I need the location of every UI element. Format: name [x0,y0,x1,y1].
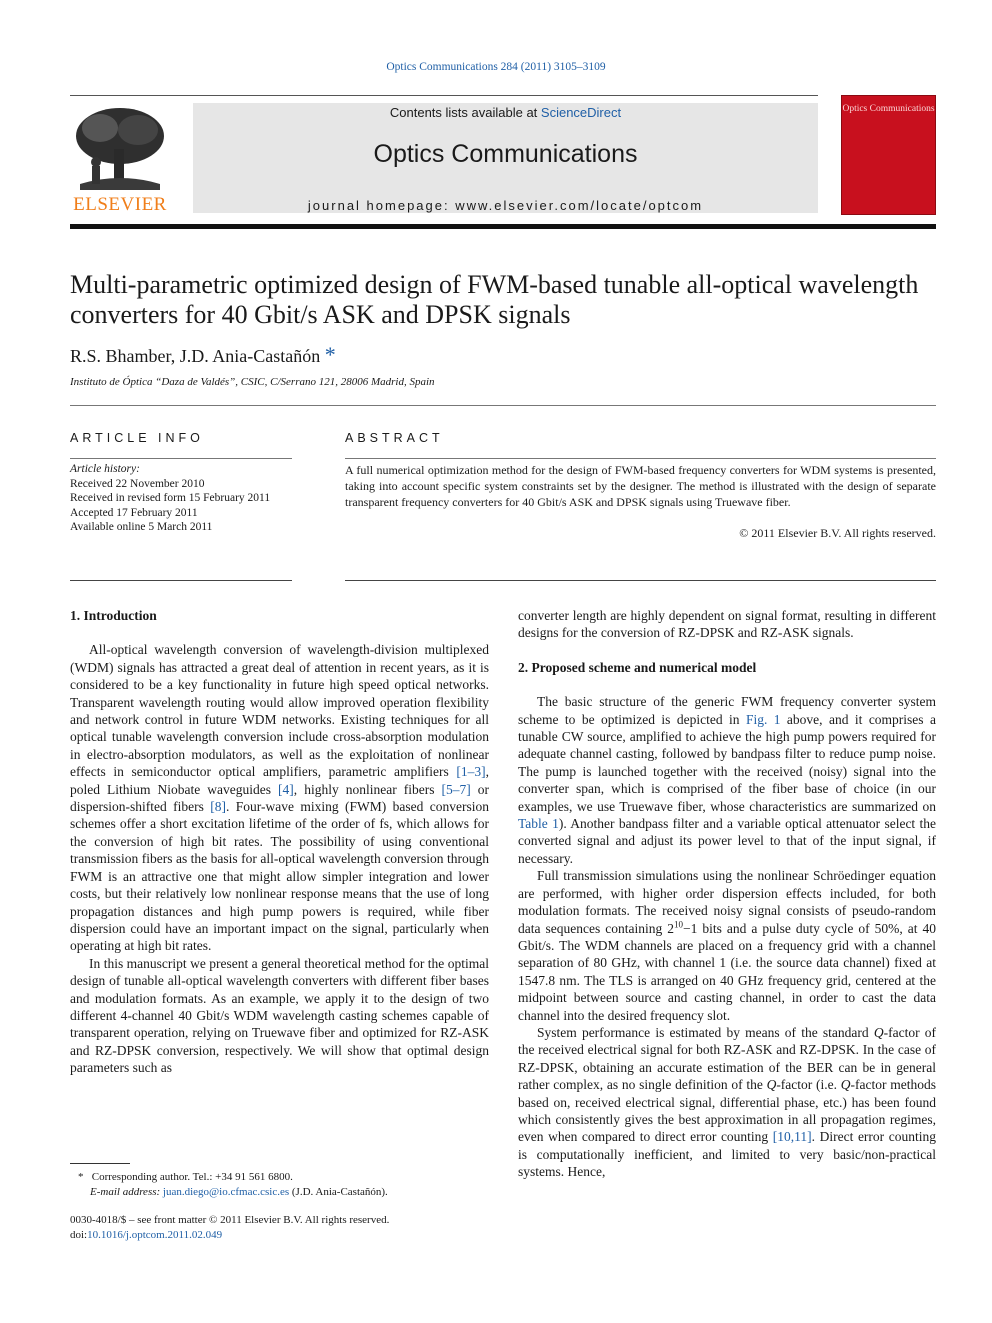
issn-line: 0030-4018/$ – see front matter © 2011 Elsevier B.V. All rights reserved. [70,1214,390,1226]
abstract-rule [345,458,936,459]
homepage-url[interactable]: www.elsevier.com/locate/optcom [455,198,704,213]
article-info-rule [70,458,292,459]
history-label: Article history: [70,463,140,475]
ref-1-3-link[interactable]: [1–3] [456,764,486,780]
ref-4-link[interactable]: [4] [278,781,294,797]
article-info-bottom-rule [70,580,292,581]
email-link[interactable]: juan.diego@io.cfmac.csic.es [162,1186,290,1198]
history-accepted: Accepted 17 February 2011 [70,506,198,519]
abstract-heading: ABSTRACT [345,431,444,445]
article-history [70,462,300,535]
article-info-heading: ARTICLE INFO [70,431,204,445]
ref-8-link[interactable]: [8] [210,799,226,815]
scheme-paragraph-1: The basic structure of the generic FWM frequency converter system scheme to be optimized is depicted in Fig. 1 above, and it comprises a tunable CW source, amplified to achieve the high pump powers required for adequate channel casting, followed by bandpass filter to reduce pump noise. The pump is launched together with the received (noisy) signal into the converter span, which is comprised of the fiber base of choice (in our examples, we use Truewave fiber, whose characteristics are summarized on Table 1). Another bandpass filter and a variable optical attenuator select the converted signal and adjust its power level to that of the input signal, if necessary. [518,694,936,866]
corresponding-author-mark[interactable]: * [324,342,336,367]
journal-reference-link[interactable]: Optics Communications 284 (2011) 3105–3109 [386,61,606,73]
sciencedirect-link[interactable]: ScienceDirect [540,105,622,120]
footnote-rule [70,1163,130,1164]
author-list [70,342,336,368]
section-2-heading: 2. Proposed scheme and numerical model [518,659,757,675]
table-1-link[interactable]: Table 1 [518,816,559,832]
footnote [70,1170,489,1200]
history-online: Available online 5 March 2011 [70,521,213,533]
ref-10-11-link[interactable]: [10,11] [772,1129,812,1145]
fig-1-link[interactable]: Fig. 1 [745,711,781,727]
scheme-paragraph-3: System performance is estimated by means of the standard Q-factor of the received electrical signal for both RZ-ASK and RZ-DPSK. In the case of RZ-DPSK, obtaining an accurate estimation of the BER can be in general rather complex, as no single definition of the Q-factor (i.e. Q-factor methods based on, received electrical signal, differential phase, etc.) has been found which consistently gives the best approximation in all propagation regimes, even when compared to direct error counting [10,11]. Direct error counting is computationally inefficient, and limited to very basic/non-practical systems. Hence, [518,1024,937,1180]
contents-prefix: Contents lists available at [389,105,541,120]
affiliation-rule [70,405,936,406]
ref-5-7-link[interactable]: [5–7] [441,781,471,797]
history-received: Received 22 November 2010 [70,477,205,490]
doi-line: doi:10.1016/j.optcom.2011.02.049 [70,1229,223,1241]
journal-title: Optics Communications [373,140,638,168]
header-rule [70,95,818,96]
doi-link[interactable]: 10.1016/j.optcom.2011.02.049 [87,1229,223,1241]
intro-paragraph-1: All-optical wavelength conversion of wavelength-division multiplexed (WDM) signals has attracted a great deal of attention in recent years, as it is considered to be a key functionality in future high speed optical networks. Transparent wavelength routing would allow improved operation flexibility and network control in future WDM networks. Existing techniques for all optical tunable wavelength conversion include cross-absorption modulation in electro-absorption modulators, as well as the exploitation of nonlinear effects in semiconductor optical amplifiers, parametric amplifiers [1–3], poled Lithium Niobate waveguides [4], highly nonlinear fibers [5–7] or dispersion-shifted fibers [8]. Four-wave mixing (FWM) based conversion schemes offer a short excitation lifetime of the order of fs, which allows for the conversion of high bit rates. The possibility of using conventional transmission fibers as the basis for all-optical wavelength conversion through FWM is an attractive one that might allow simpler integration and lower costs, but their relatively low nonlinear response means that the use of long propagation distances and high pump powers is required, while fiber dispersion could have an important impact on the signal, particularly when operating at high bit rates. [70,642,489,954]
homepage-prefix: journal homepage: [307,198,456,213]
abstract-bottom-rule [345,580,936,581]
corresponding-author-note: * Corresponding author. Tel.: +34 91 561 6800. [78,1171,293,1183]
elsevier-wordmark: ELSEVIER [73,194,167,215]
journal-homepage [193,198,818,213]
left-column [70,607,489,1077]
intro-paragraph-2: In this manuscript we present a general theoretical method for the optimal design of tunable all-optical wavelength converters with different fiber bases and modulation formats. As an example, we apply it to the design of two different 4-channel 40 Gbit/s WDM wavelength casting schemes capable of transparent operation, relying on Truewave fiber and optimized for RZ-ASK and RZ-DPSK conversion, respectively. We will show that optimal design parameters such as [70,955,489,1076]
section-1-heading: 1. Introduction [70,608,157,623]
cover-title: Optics Communications [842,104,935,114]
abstract-copyright: © 2011 Elsevier B.V. All rights reserved. [739,526,936,540]
scheme-paragraph-2: Full transmission simulations using the nonlinear Schröedinger equation are performed, with higher order dispersion effects included, for both modulation formats. The received noisy signal consists of pseudo-random data sequences containing $2^{10}-1$ bits and a pulse duty cycle of 50%, at 40 Gbit/s. The WDM channels are placed on a frequency grid with a channel separation of 80 GHz, with channel 1 (i.e. the source data channel) fixed at 1547.8 nm. The TLS is arranged on 40 GHz frequency grid, centered at the midpoint between source and casting channel, in order to cast the data channel into the desired frequency slot. [518,868,937,1023]
contents-line [193,105,818,120]
history-revised: Received in revised form 15 February 2011 [70,492,271,504]
right-column [518,607,936,1181]
intro-continuation: converter length are highly dependent on signal format, resulting in different designs for the conversion of RZ-DPSK and RZ-ASK signals. [518,608,936,641]
front-matter [70,1213,489,1243]
abstract-text: A full numerical optimization method for the design of FWM-based frequency converters for WDM systems is presented, taking into account specific system constraints set by the designer. The method is illustrated with the design of separate transparent frequency converters for 40 Gbit/s ASK and DPSK signals using Truewave fiber. [345,463,936,509]
authors-text: R.S. Bhamber, J.D. Ania-Castañón [70,346,321,366]
article-title: Multi-parametric optimized design of FWM-based tunable all-optical wavelength converters for 40 Gbit/s ASK and DPSK signals [70,270,919,329]
email-note: E-mail address: juan.diego@io.cfmac.csic.es (J.D. Ania-Castañón). [90,1186,388,1198]
affiliation: Instituto de Óptica “Daza de Valdés”, CSIC, C/Serrano 121, 28006 Madrid, Spain [70,376,435,388]
header-thick-rule [70,224,936,229]
